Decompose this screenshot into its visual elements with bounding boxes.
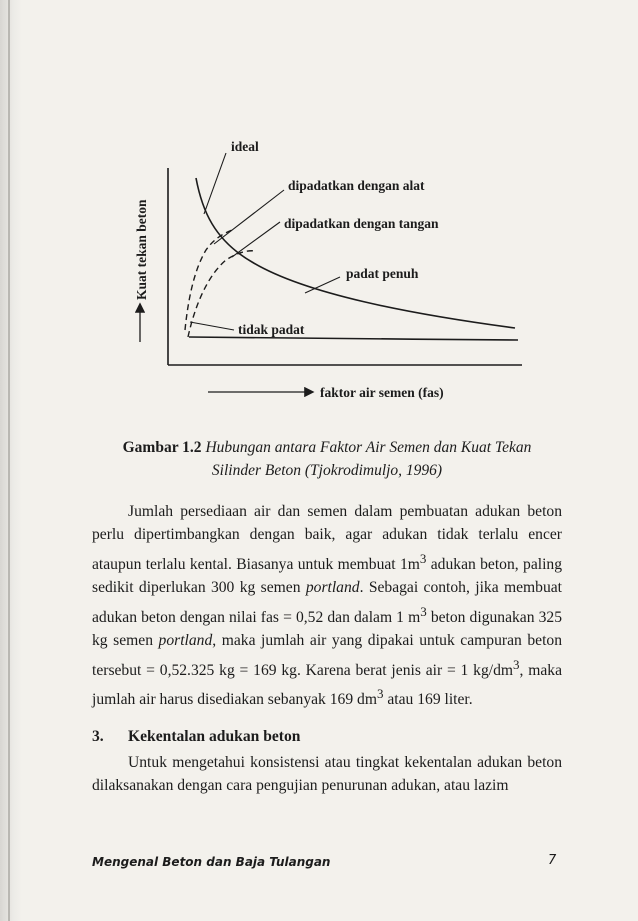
leader-loose — [190, 322, 234, 330]
caption-title-1: Hubungan antara Faktor Air Semen dan Kuat Tekan — [205, 439, 532, 456]
section-number: 3. — [92, 728, 104, 745]
p1-text-d: beton digunakan 325 kg semen — [92, 609, 563, 650]
p1-text-g: atau 169 liter. — [383, 691, 473, 709]
x-axis-label: faktor air semen (fas) — [320, 385, 444, 400]
footer-book-title: Mengenal Beton dan Baja Tulangan — [92, 855, 331, 869]
p1-exp-4: 3 — [376, 686, 384, 702]
not-compacted-curve — [189, 337, 518, 340]
p1-exp-3: 3 — [513, 656, 520, 672]
figure-fas-vs-strength — [0, 0, 638, 430]
ideal-curve — [196, 178, 515, 328]
p1-italic-2: portland — [158, 632, 213, 650]
p1-text-a: Jumlah persediaan air dan semen dalam pembuatan adukan beton perlu dipertimbangkan dengan baik, agar adukan tidak terlalu encer ataupun terlalu kental. Biasanya untuk membuat 1m — [92, 503, 562, 573]
label-loose: tidak padat — [238, 322, 305, 337]
machine-compaction-curve — [185, 230, 232, 330]
paragraph-water-cement — [92, 500, 562, 712]
leader-ideal — [204, 153, 226, 214]
footer-page-number: 7 — [548, 853, 557, 868]
p1-text-b: adukan beton, paling sedikit diperlukan 300 kg semen — [92, 556, 562, 597]
p1-exp-1: 3 — [419, 550, 427, 566]
label-machine: dipadatkan dengan alat — [288, 178, 425, 193]
p1-text-c: . Sebagai contoh, jika membuat adukan beton dengan nilai fas = 0,52 dan dalam 1 m — [92, 579, 562, 626]
leader-hand — [232, 222, 280, 257]
caption-title-2: Silinder Beton (Tjokrodimuljo, 1996) — [211, 462, 443, 479]
label-ideal: ideal — [231, 139, 259, 154]
section-heading — [92, 728, 562, 746]
paragraph-consistency: Untuk mengetahui konsistensi atau tingkat kekentalan adukan beton dilaksanakan dengan cara pengujian penurunan adukan, atau lazim — [92, 754, 562, 795]
caption-line-1 — [92, 436, 562, 459]
section-title: Kekentalan adukan beton — [128, 728, 301, 745]
p1-exp-2: 3 — [420, 603, 427, 619]
leader-machine — [214, 190, 284, 244]
p1-text-f: , maka jumlah air harus disediakan sebanyak 169 dm — [92, 662, 562, 709]
figure-caption — [92, 436, 562, 482]
caption-number: Gambar 1.2 — [122, 439, 202, 456]
label-full: padat penuh — [346, 266, 419, 281]
y-axis-label: Kuat tekan beton — [134, 199, 149, 300]
diagram-svg — [0, 0, 638, 430]
label-hand: dipadatkan dengan tangan — [284, 216, 439, 231]
p1-text-e: , maka jumlah air yang dipakai untuk campuran beton tersebut = 0,52.325 kg = 169 kg. Karena berat jenis air = 1 kg/dm — [92, 632, 562, 679]
p1-italic-1: portland — [305, 579, 360, 597]
